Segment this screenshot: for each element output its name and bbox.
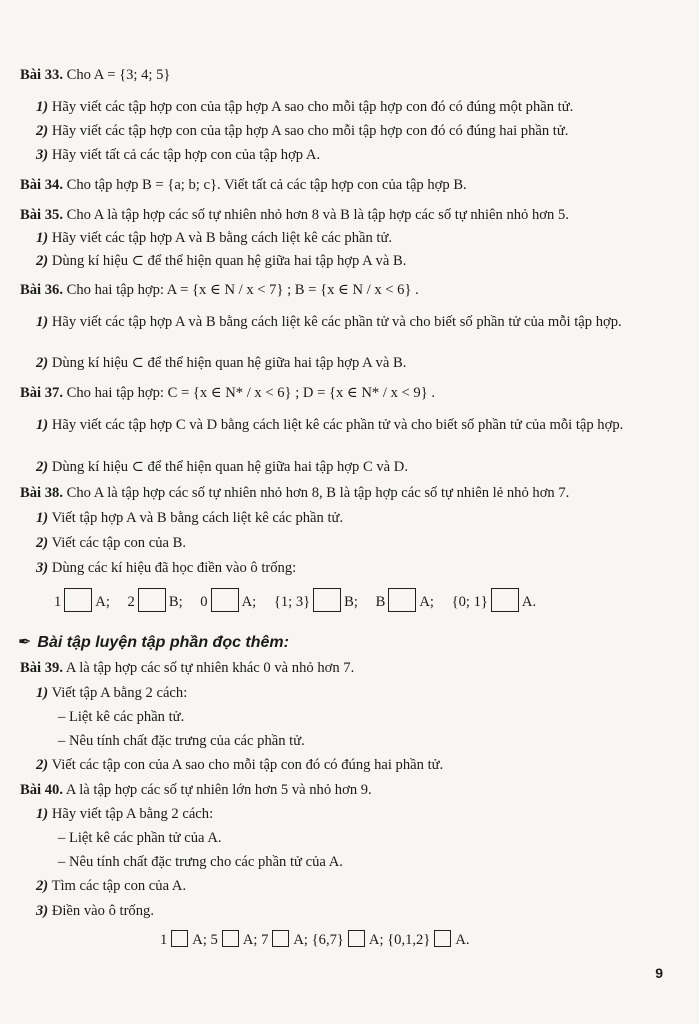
exercise-35-stem bbox=[20, 206, 569, 224]
exercise-38-text: Cho A là tập hợp các số tự nhiên nhỏ hơn 8, B là tập hợp các số tự nhiên lẻ nhỏ hơn 7. bbox=[66, 485, 570, 501]
exercise-37-title: Bài 37. bbox=[20, 385, 63, 401]
exercise-37-item-2: 2) Dùng kí hiệu ⊂ để thể hiện quan hệ giữa hai tập hợp C và D. bbox=[36, 459, 408, 475]
exercise-38-fill-row bbox=[54, 588, 550, 612]
exercise-39-item-1: 1) Viết tập A bằng 2 cách: bbox=[36, 685, 188, 701]
exercise-39-dash-2: – Nêu tính chất đặc trưng của các phần tử. bbox=[58, 733, 305, 749]
section-title: Bài tập luyện tập phần đọc thêm: bbox=[37, 634, 289, 651]
exercise-34-text: Cho tập hợp B = {a; b; c}. Viết tất cả các tập hợp con của tập hợp B. bbox=[66, 177, 467, 193]
exercise-38-stem bbox=[20, 484, 569, 502]
exercise-34-title: Bài 34. bbox=[20, 177, 63, 193]
fill-cell: 7 A; bbox=[261, 932, 308, 948]
answer-box[interactable] bbox=[171, 930, 188, 947]
exercise-36-item-1: 1) Hãy viết các tập hợp A và B bằng cách liệt kê các phần tử và cho biết số phần tử của mỗi tập hợp. bbox=[36, 314, 622, 330]
exercise-33-item-1: 1) Hãy viết các tập hợp con của tập hợp A sao cho mỗi tập hợp con đó có đúng một phần tử. bbox=[36, 99, 574, 115]
fill-cell: 2 B; bbox=[128, 588, 183, 612]
exercise-38-title: Bài 38. bbox=[20, 485, 63, 501]
answer-box[interactable] bbox=[491, 588, 519, 612]
fill-cell: 0 A; bbox=[200, 588, 256, 612]
section-heading bbox=[18, 632, 289, 652]
exercise-40-stem bbox=[20, 781, 372, 799]
exercise-40-fill-row bbox=[160, 930, 470, 949]
exercise-39-text: A là tập hợp các số tự nhiên khác 0 và nhỏ hơn 7. bbox=[65, 660, 355, 676]
answer-box[interactable] bbox=[348, 930, 365, 947]
answer-box[interactable] bbox=[313, 588, 341, 612]
answer-box[interactable] bbox=[222, 930, 239, 947]
exercise-40-title: Bài 40. bbox=[20, 782, 63, 798]
exercise-36-stem bbox=[20, 281, 419, 299]
exercise-37-item-1: 1) Hãy viết các tập hợp C và D bằng cách liệt kê các phần tử và cho biết số phần tử của mỗi tập hợp. bbox=[36, 417, 624, 433]
exercise-33-text: Cho A = {3; 4; 5} bbox=[66, 67, 171, 83]
exercise-33-stem bbox=[20, 66, 170, 84]
fill-cell: B A; bbox=[376, 588, 434, 612]
exercise-38-item-3: 3) Dùng các kí hiệu đã học điền vào ô trống: bbox=[36, 560, 297, 576]
exercise-39-item-2: 2) Viết các tập con của A sao cho mỗi tập con đó có đúng hai phần tử. bbox=[36, 757, 444, 773]
exercise-38-item-1: 1) Viết tập hợp A và B bằng cách liệt kê các phần tử. bbox=[36, 510, 344, 526]
exercise-40-item-2: 2) Tìm các tập con của A. bbox=[36, 878, 187, 894]
exercise-35-text: Cho A là tập hợp các số tự nhiên nhỏ hơn 8 và B là tập hợp các số tự nhiên nhỏ hơn 5. bbox=[66, 207, 569, 223]
pen-icon: ✒ bbox=[18, 634, 32, 651]
fill-cell: 1 A; bbox=[160, 932, 207, 948]
fill-cell: {0; 1} A. bbox=[452, 588, 537, 612]
page-number: 9 bbox=[655, 965, 663, 981]
exercise-35-title: Bài 35. bbox=[20, 207, 63, 223]
fill-cell: {0,1,2} A. bbox=[387, 932, 470, 948]
answer-box[interactable] bbox=[64, 588, 92, 612]
exercise-36-item-2: 2) Dùng kí hiệu ⊂ để thể hiện quan hệ giữa hai tập hợp A và B. bbox=[36, 355, 407, 371]
exercise-40-dash-1: – Liệt kê các phần tử của A. bbox=[58, 830, 222, 846]
exercise-39-dash-1: – Liệt kê các phần tử. bbox=[58, 709, 185, 725]
fill-cell: 1 A; bbox=[54, 588, 110, 612]
exercise-36-text: Cho hai tập hợp: A = {x ∈ N / x < 7} ; B = {x ∈ N / x < 6} . bbox=[66, 282, 419, 298]
exercise-33-title: Bài 33. bbox=[20, 67, 63, 83]
answer-box[interactable] bbox=[434, 930, 451, 947]
exercise-39-stem bbox=[20, 659, 354, 677]
exercise-36-title: Bài 36. bbox=[20, 282, 63, 298]
exercise-34 bbox=[20, 176, 467, 194]
answer-box[interactable] bbox=[272, 930, 289, 947]
answer-box[interactable] bbox=[138, 588, 166, 612]
exercise-33-item-3: 3) Hãy viết tất cả các tập hợp con của tập hợp A. bbox=[36, 147, 321, 163]
exercise-35-item-1: 1) Hãy viết các tập hợp A và B bằng cách liệt kê các phần tử. bbox=[36, 230, 393, 246]
exercise-33-item-2: 2) Hãy viết các tập hợp con của tập hợp A sao cho mỗi tập hợp con đó có đúng hai phần tử. bbox=[36, 123, 569, 139]
fill-cell: {6,7} A; bbox=[311, 932, 384, 948]
exercise-35-item-2: 2) Dùng kí hiệu ⊂ để thể hiện quan hệ giữa hai tập hợp A và B. bbox=[36, 253, 407, 269]
answer-box[interactable] bbox=[388, 588, 416, 612]
exercise-39-title: Bài 39. bbox=[20, 660, 63, 676]
fill-cell: {1; 3} B; bbox=[274, 588, 358, 612]
answer-box[interactable] bbox=[211, 588, 239, 612]
fill-cell: 5 A; bbox=[210, 932, 258, 948]
exercise-40-item-1: 1) Hãy viết tập A bằng 2 cách: bbox=[36, 806, 214, 822]
exercise-40-text: A là tập hợp các số tự nhiên lớn hơn 5 và nhỏ hơn 9. bbox=[65, 782, 372, 798]
exercise-37-text: Cho hai tập hợp: C = {x ∈ N* / x < 6} ; D = {x ∈ N* / x < 9} . bbox=[66, 385, 435, 401]
exercise-38-item-2: 2) Viết các tập con của B. bbox=[36, 535, 187, 551]
exercise-40-dash-2: – Nêu tính chất đặc trưng cho các phần tử của A. bbox=[58, 854, 343, 870]
exercise-40-item-3: 3) Điền vào ô trống. bbox=[36, 903, 154, 919]
exercise-37-stem bbox=[20, 384, 435, 402]
